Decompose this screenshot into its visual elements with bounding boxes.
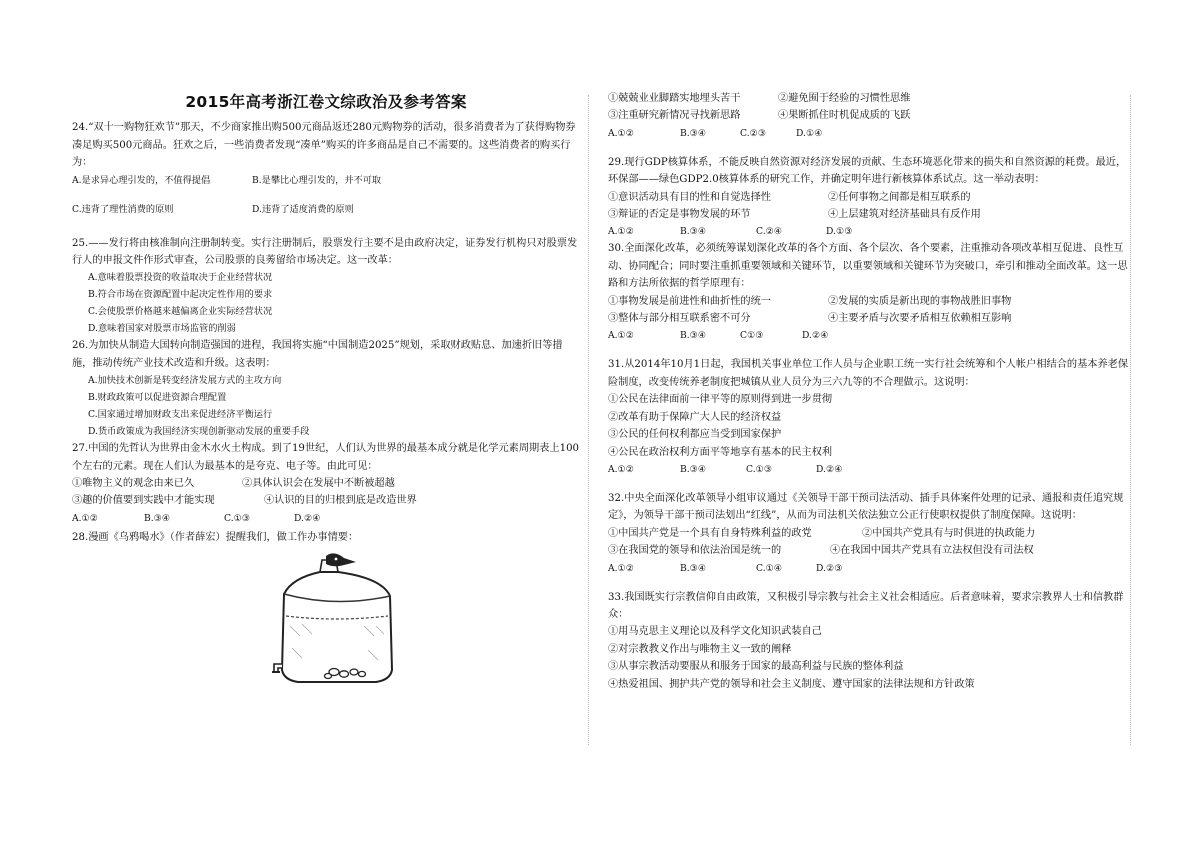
choice: B.③④ bbox=[144, 512, 171, 524]
statement: ④果断抓住时机促成质的飞跃 bbox=[778, 110, 911, 122]
statement: ②改革有助于保障广大人民的经济权益 bbox=[608, 411, 782, 423]
question-31-choices bbox=[608, 461, 1128, 478]
option: B.符合市场在资源配置中起决定性作用的要求 bbox=[88, 289, 273, 301]
statement: ④公民在政治权利方面平等地享有基本的民主权利 bbox=[608, 446, 833, 458]
statement: ①意识活动具有目的性和自觉选择性 bbox=[608, 191, 771, 203]
choice: C.②③ bbox=[740, 127, 767, 139]
statement: ④在我国中国共产党具有立法权但没有司法权 bbox=[830, 545, 1034, 557]
question-28-statements-row1 bbox=[608, 90, 1128, 107]
option: B.是攀比心理引发的，并不可取 bbox=[252, 174, 382, 186]
question-28-statements-row2 bbox=[608, 107, 1128, 124]
statement: ③辩证的否定是事物发展的环节 bbox=[608, 209, 751, 221]
choice: D.②④ bbox=[294, 512, 321, 524]
statement: ②具体认识会在发展中不断被超越 bbox=[242, 478, 395, 490]
statement: ②发展的实质是新出现的事物战胜旧事物 bbox=[828, 295, 1012, 307]
statement: ②对宗教教义作出与唯物主义一致的阐释 bbox=[608, 643, 792, 655]
statement: ①中国共产党是一个具有自身特殊利益的政党 bbox=[608, 527, 812, 539]
choice: D.①④ bbox=[796, 127, 823, 139]
question-27-stem: 27.中国的先哲认为世界由金木水火土构成。到了19世纪，人们认为世界的最基本成分就是化学元素周期表上100个左右的元素。现在人们认为最基本的是夸克、电子等。由此可见： bbox=[72, 443, 580, 472]
statement: ①唯物主义的观念由来已久 bbox=[72, 478, 195, 490]
question-30-choices bbox=[608, 327, 1128, 344]
question-25-stem: 25.——发行将由核准制向注册制转变。实行注册制后，股票发行主要不是由政府决定，证券发行机构只对股票发行人的申报文件作形式审查，公司股票的良莠留给市场决定。这一改革： bbox=[72, 237, 578, 267]
left-column bbox=[72, 90, 580, 692]
statement: ③注重研究新情况寻找新思路 bbox=[608, 110, 741, 122]
question-33-stem: 33.我国既实行宗教信仰自由政策，又积极引导宗教与社会主义社会相适应。后者意味着，要求宗教界人士和信教群众： bbox=[608, 591, 1124, 620]
statement: ③趣的价值要到实践中才能实现 bbox=[72, 495, 215, 507]
option: A.意味着股票投资的收益取决于企业经营状况 bbox=[88, 272, 273, 284]
statement: ④上层建筑对经济基础具有反作用 bbox=[828, 209, 981, 221]
question-29-choices bbox=[608, 223, 1128, 240]
option: A.是求异心理引发的，不值得提倡 bbox=[72, 174, 211, 186]
choice: D.②③ bbox=[816, 562, 843, 574]
statement: ③从事宗教活动要服从和服务于国家的最高利益与民族的整体利益 bbox=[608, 661, 904, 673]
choice: B.③④ bbox=[680, 127, 707, 139]
choice: A.①② bbox=[608, 226, 635, 238]
choice: A.①② bbox=[608, 562, 635, 574]
option: C.国家通过增加财政支出来促进经济平衡运行 bbox=[88, 409, 273, 421]
statement: ④热爱祖国、拥护共产党的领导和社会主义制度、遵守国家的法律法规和方针政策 bbox=[608, 678, 975, 690]
choice: D.②④ bbox=[802, 330, 829, 342]
question-29-statements-row2 bbox=[608, 206, 1128, 223]
statement: ①用马克思主义理论以及科学文化知识武装自己 bbox=[608, 626, 822, 638]
question-30-statements-row1 bbox=[608, 293, 1128, 310]
statement: ①公民在法律面前一律平等的原则得到进一步贯彻 bbox=[608, 394, 833, 406]
option: C.违背了理性消费的原则 bbox=[72, 203, 174, 215]
question-32-choices bbox=[608, 560, 1128, 577]
choice: C.②④ bbox=[756, 226, 783, 238]
right-margin-dots bbox=[1130, 95, 1133, 745]
statement: ①事物发展是前进性和曲折性的统一 bbox=[608, 295, 771, 307]
question-24-options-row1 bbox=[72, 172, 580, 189]
choice: C.①③ bbox=[224, 512, 251, 524]
question-24-options-row2 bbox=[72, 201, 580, 218]
question-28-stem: 28.漫画《乌鸦喝水》（作者薛宏）提醒我们，做工作办事情要： bbox=[72, 531, 359, 543]
choice: B.③④ bbox=[680, 226, 707, 238]
statement: ①兢兢业业脚踏实地埋头苦干 bbox=[608, 93, 741, 104]
choice: B.③④ bbox=[680, 562, 707, 574]
page-title: 2015年高考浙江卷文综政治及参考答案 bbox=[185, 93, 467, 111]
statement: ③公民的任何权利都应当受到国家保护 bbox=[608, 429, 782, 441]
choice: C①③ bbox=[740, 330, 764, 342]
choice: D.②④ bbox=[816, 463, 843, 475]
question-32-statements-row1 bbox=[608, 525, 1128, 542]
option: D.意味着国家对股票市场监管的削弱 bbox=[88, 323, 236, 335]
right-column bbox=[608, 90, 1128, 693]
option: C.会使股票价格越来越偏离企业实际经营状况 bbox=[88, 306, 273, 318]
question-26-stem: 26.为加快从制造大国转向制造强国的进程，我国将实施“中国制造2025”规划，采取财政贴息、加速折旧等措施，推动传统产业技术改造和升级。这表明： bbox=[72, 340, 563, 369]
option: D.货币政策成为我国经济实现创新驱动发展的重要手段 bbox=[88, 426, 310, 438]
choice: B.③④ bbox=[680, 463, 707, 475]
statement: ③整体与部分相互联系密不可分 bbox=[608, 313, 751, 325]
option: B.财政政策可以促进资源合理配置 bbox=[88, 392, 227, 404]
crow-drinking-water-cartoon bbox=[272, 552, 402, 692]
option: A.加快技术创新是转变经济发展方式的主攻方向 bbox=[88, 375, 282, 387]
column-divider bbox=[588, 95, 591, 745]
statement: ④认识的目的归根到底是改造世界 bbox=[264, 495, 417, 507]
choice: B.③④ bbox=[680, 330, 707, 342]
question-27-choices bbox=[72, 510, 580, 527]
statement: ②避免囿于经验的习惯性思维 bbox=[778, 93, 911, 104]
question-29-statements-row1 bbox=[608, 189, 1128, 206]
question-30-statements-row2 bbox=[608, 310, 1128, 327]
statement: ③在我国党的领导和依法治国是统一的 bbox=[608, 545, 782, 557]
statement: ②任何事物之间都是相互联系的 bbox=[828, 191, 971, 203]
statement: ④主要矛盾与次要矛盾相互依赖相互影响 bbox=[828, 313, 1012, 325]
question-31-stem: 31.从2014年10月1日起，我国机关事业单位工作人员与企业职工统一实行社会统筹和个人帐户相结合的基本养老保险制度，改变传统养老制度把城镇从业人员分为三六九等的不合理做示。这说明： bbox=[608, 359, 1129, 388]
option: D.违背了适度消费的原则 bbox=[252, 203, 354, 215]
choice: C.①④ bbox=[756, 562, 783, 574]
question-32-stem: 32.中央全面深化改革领导小组审议通过《关领导干部干预司法活动、插手具体案件处理的记录、通报和责任追究规定》，为领导干部干预司法划出“红线”，从而为司法机关依法独立公正行使职权提供了制度保障。这说明： bbox=[608, 492, 1124, 522]
question-29-stem: 29.现行GDP核算体系，不能反映自然资源对经济发展的贡献、生态环境恶化带来的损失和自然资源的耗费。最近，环保部——绿色GDP2.0核算体系的研究工作，并确定明年进行新核算体系试点。这一举动表明： bbox=[608, 156, 1127, 186]
choice: D.①③ bbox=[826, 226, 853, 238]
question-27-statements-row2 bbox=[72, 492, 580, 509]
choice: C.①③ bbox=[746, 463, 773, 475]
question-27-statements-row1 bbox=[72, 475, 580, 492]
choice: A.①② bbox=[72, 512, 99, 524]
question-28-choices bbox=[608, 125, 1128, 142]
statement: ②中国共产党具有与时俱进的执政能力 bbox=[862, 527, 1036, 539]
question-30-stem: 30.全面深化改革，必须统筹谋划深化改革的各个方面、各个层次、各个要素，注重推动各项改革相互促进、良性互动、协同配合；同时要注重抓重要领域和关键环节，以重要领域和关键环节为突破口，牵引和推动全面改革。这一思路和方法所依据的哲学原理有： bbox=[608, 243, 1128, 290]
question-24-stem: 24.“双十一购物狂欢节”那天，不少商家推出购500元商品返还280元购物券的活动，很多消费者为了获得购物券凑足购买500元商品。狂欢之后，一些消费者发现“凑单”购买的许多商品是自己不需要的。这些消费者的购买行为： bbox=[72, 122, 576, 169]
choice: A.①② bbox=[608, 127, 635, 139]
choice: A.①② bbox=[608, 463, 635, 475]
choice: A.①② bbox=[608, 330, 635, 342]
question-32-statements-row2 bbox=[608, 542, 1128, 559]
